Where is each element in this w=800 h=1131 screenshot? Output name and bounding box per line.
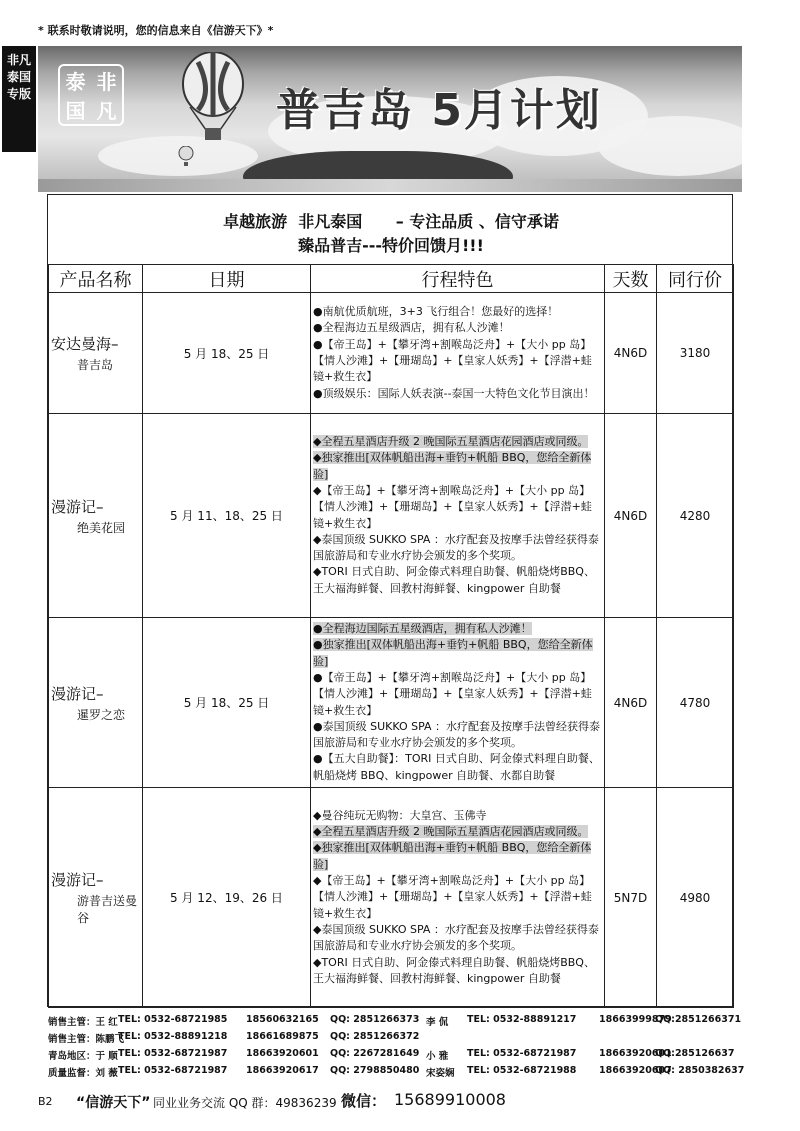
contact-field: 质量监督：刘 薇 (48, 1068, 118, 1079)
feature-text: ◆独家推出[双体帆船出海+垂钓+帆船 BBQ，您给全新体验] (313, 451, 592, 481)
side-tab-line: 非凡 (6, 53, 31, 67)
feature-line (313, 922, 602, 955)
feature-line (313, 719, 602, 752)
banner (38, 46, 742, 192)
feature-text: ◆独家推出[双体帆船出海+垂钓+帆船 BBQ，您给全新体验] (313, 841, 592, 871)
contact-field: 18661689875 (246, 1031, 319, 1042)
feature-text: ◆泰国顶级 SUKKO SPA ：水疗配套及按摩手法曾经获得泰国旅游局和专业水疗协会颁发的多个奖项。 (313, 922, 599, 953)
logo-char: 凡 (96, 99, 117, 123)
feature-text: ●【五大自助餐】：TORI 日式自助、阿金傣式料理自助餐、帆船烧烤 BBQ、kingpower 自助餐、水都自助餐 (313, 752, 600, 782)
date-cell: 5 月 18、25 日 (143, 293, 311, 414)
feature-line (313, 670, 602, 719)
slogan-line-2: 臻品普吉---特价回馈月!!! (298, 236, 484, 255)
days-cell: 4N6D (605, 414, 657, 618)
feature-text: ●泰国顶级 SUKKO SPA ：水疗配套及按摩手法曾经获得泰国旅游局和专业水疗协会颁发的多个奖项。 (313, 719, 601, 750)
contact-field: 销售主管：王 红 (48, 1017, 118, 1028)
sea-image (38, 179, 742, 192)
features-cell (311, 414, 605, 618)
feature-line (313, 873, 602, 922)
product-subname: 暹罗之恋 (77, 707, 126, 722)
feature-line (313, 483, 602, 532)
contact-field: 销售主管：陈鹏飞 (48, 1034, 125, 1045)
days-cell: 4N6D (605, 618, 657, 788)
table-header-row (49, 265, 734, 293)
feature-line (313, 808, 602, 824)
feature-text: ◆TORI 日式自助、阿金傣式料理自助餐、帆船烧烤BBQ、王大福海鲜餐、回教村海鲜餐、kingpower 自助餐 (313, 955, 595, 985)
feature-line (313, 824, 602, 840)
feature-text: ◆TORI 日式自助、阿金傣式料理自助餐、帆船烧烤BBQ、王大福海鲜餐、回教村海鲜餐、kingpower 自助餐 (313, 565, 595, 595)
days-cell: 5N7D (605, 788, 657, 1008)
feature-text: ◆【帝王岛】+【攀牙湾+割喉岛泛舟】+【大小 pp 岛】【情人沙滩】+【珊瑚岛】+【皇家人妖秀】+【浮潜+蛙镜+救生衣】 (313, 483, 592, 530)
contact-field: QQ: 2798850480 (330, 1065, 420, 1076)
footer-wechat: 15689910008 (394, 1090, 506, 1109)
contact-row (48, 1048, 748, 1066)
feature-text: ●【帝王岛】+【攀牙湾+割喉岛泛舟】+【大小 pp 岛】【情人沙滩】+【珊瑚岛】+【皇家人妖秀】+【浮潜+蛙镜+救生衣】 (313, 670, 592, 717)
footer-brand: “信游天下” (76, 1095, 151, 1111)
contact-field: QQ:2851266371 (655, 1014, 742, 1025)
hot-air-balloon-icon (178, 52, 248, 144)
product-name: 漫游记– (51, 684, 104, 703)
feature-line (313, 386, 602, 402)
feature-line (313, 621, 602, 637)
contact-field: 宋姿娴 (426, 1068, 455, 1079)
contact-field: TEL: 0532-68721987 (118, 1065, 228, 1076)
feature-text: ●南航优质航班，3+3 飞行组合！您最好的选择！ (313, 305, 559, 319)
header-date: 日期 (143, 265, 311, 293)
price-cell: 4980 (657, 788, 734, 1008)
feature-line (313, 337, 602, 386)
feature-text: ●顶级娱乐：国际人妖表演--泰国一大特色文化节目演出！ (313, 386, 595, 400)
feature-text: ●全程海边五星级酒店，拥有私人沙滩！ (313, 321, 510, 335)
features-cell (311, 618, 605, 788)
contact-field: 18560632165 (246, 1014, 319, 1025)
features-cell (311, 293, 605, 414)
product-name-cell (49, 788, 143, 1008)
feature-line (313, 564, 602, 597)
logo-char: 泰 (65, 70, 86, 94)
feature-text: ●【帝王岛】+【攀牙湾+割喉岛泛舟】+【大小 pp 岛】【情人沙滩】+【珊瑚岛】+【皇家人妖秀】+【浮潜+蛙镜+救生衣】 (313, 337, 592, 384)
date-cell: 5 月 11、18、25 日 (143, 414, 311, 618)
header-days: 天数 (605, 265, 657, 293)
contact-field: TEL: 0532-68721987 (118, 1048, 228, 1059)
table-row (49, 293, 734, 414)
contact-field: 18663999879 (599, 1014, 672, 1025)
contact-field: TEL: 0532-68721985 (118, 1014, 228, 1025)
contact-field: TEL: 0532-88891217 (467, 1014, 577, 1025)
feature-line (313, 955, 602, 988)
contact-field: 18663920607 (599, 1065, 672, 1076)
contact-row (48, 1065, 748, 1083)
contact-field: QQ: 2851266372 (330, 1031, 420, 1042)
contact-field: 李 侃 (426, 1017, 449, 1028)
banner-title: 普吉岛 5月计划 (276, 85, 602, 136)
price-cell: 4280 (657, 414, 734, 618)
days-cell: 4N6D (605, 293, 657, 414)
feature-line (313, 840, 602, 873)
features-cell (311, 788, 605, 1008)
contact-field: 18663920601 (246, 1048, 319, 1059)
brand-logo (58, 64, 124, 126)
logo-char: 国 (65, 99, 86, 123)
contact-row (48, 1014, 748, 1032)
product-subname: 普吉岛 (77, 358, 114, 372)
small-balloon-icon (178, 146, 194, 168)
side-tab (2, 46, 36, 152)
feature-text: ◆泰国顶级 SUKKO SPA ：水疗配套及按摩手法曾经获得泰国旅游局和专业水疗协会颁发的多个奖项。 (313, 532, 599, 563)
contact-field: TEL: 0532-68721987 (467, 1048, 577, 1059)
contact-field: 18663920617 (246, 1065, 319, 1076)
contact-field: 小 雅 (426, 1051, 449, 1062)
product-name-cell (49, 293, 143, 414)
top-note: * 联系时敬请说明，您的信息来自《信游天下》* (38, 24, 274, 37)
page-number: B2 (38, 1095, 53, 1108)
contact-field: TEL: 0532-88891218 (118, 1031, 228, 1042)
feature-line (313, 320, 602, 336)
contact-field: 18663920601 (599, 1048, 672, 1059)
header-features: 行程特色 (311, 265, 605, 293)
product-name-cell (49, 414, 143, 618)
footer-qq-group: 同业业务交流 QQ 群：49836239 (153, 1096, 337, 1110)
header-product: 产品名称 (49, 265, 143, 293)
contact-field: 青岛地区：于 顺 (48, 1051, 118, 1062)
itinerary-box (47, 194, 733, 1007)
contact-field: QQ: 2851266373 (330, 1014, 420, 1025)
slogan-line-1: 卓越旅游 非凡泰国 – 专注品质 、信守承诺 (223, 212, 559, 231)
product-name: 安达曼海– (51, 335, 119, 353)
logo-char: 非 (96, 70, 117, 94)
price-cell: 3180 (657, 293, 734, 414)
feature-text: ◆全程五星酒店升级 2 晚国际五星酒店花园酒店或同级。 (313, 825, 589, 839)
table-row (49, 788, 734, 1008)
feature-text: ◆曼谷纯玩无购物：大皇宫、玉佛寺 (313, 808, 487, 822)
side-tab-line: 专版 (6, 87, 31, 101)
side-tab-line: 泰国 (6, 70, 31, 84)
contact-field: QQ: 2850382637 (655, 1065, 745, 1076)
product-name: 漫游记– (51, 497, 104, 516)
contact-field: TEL: 0532-68721988 (467, 1065, 577, 1076)
feature-line (313, 532, 602, 565)
product-subname: 绝美花园 (77, 520, 126, 535)
itinerary-table (48, 264, 734, 1008)
feature-line (313, 434, 602, 450)
product-name: 漫游记– (51, 871, 104, 889)
contact-field: QQ:285126637 (655, 1048, 735, 1059)
feature-line (313, 304, 602, 320)
contact-field: QQ: 2267281649 (330, 1048, 420, 1059)
date-cell: 5 月 12、19、26 日 (143, 788, 311, 1008)
footer-wechat-label: 微信： (341, 1092, 387, 1110)
feature-line (313, 450, 602, 483)
contact-row (48, 1031, 748, 1049)
date-cell: 5 月 18、25 日 (143, 618, 311, 788)
price-cell: 4780 (657, 618, 734, 788)
header-price: 同行价 (657, 265, 734, 293)
feature-line (313, 751, 602, 784)
table-row (49, 414, 734, 618)
feature-text: ◆全程五星酒店升级 2 晚国际五星酒店花园酒店或同级。 (313, 435, 589, 449)
feature-line (313, 637, 602, 670)
product-name-cell (49, 618, 143, 788)
feature-text: ◆【帝王岛】+【攀牙湾+割喉岛泛舟】+【大小 pp 岛】【情人沙滩】+【珊瑚岛】+【皇家人妖秀】+【浮潜+蛙镜+救生衣】 (313, 874, 592, 920)
feature-text: ●全程海边国际五星级酒店，拥有私人沙滩！ (313, 622, 532, 636)
feature-text: ●独家推出[双体帆船出海+垂钓+帆船 BBQ，您给全新体验] (313, 638, 593, 668)
table-row (49, 618, 734, 788)
product-subname: 游普吉送曼谷 (77, 894, 138, 925)
